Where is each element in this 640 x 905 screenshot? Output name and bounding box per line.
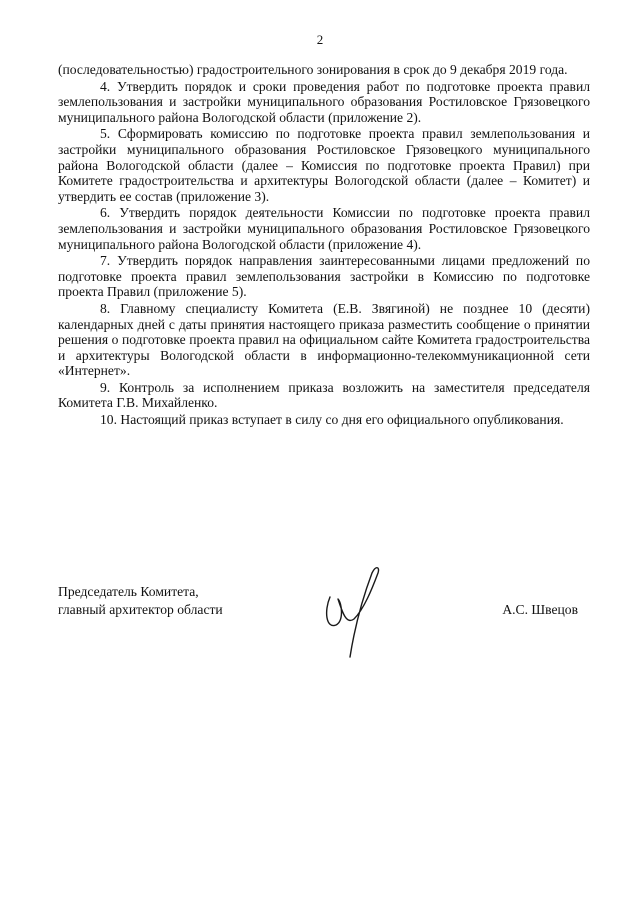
signature-block xyxy=(58,583,590,643)
document-body xyxy=(58,62,590,429)
paragraph-item-6: 6. Утвердить порядок деятельности Комиссии по подготовке проекта правил землепользования и застройки муниципального образования Ростиловское Грязовецкого муниципального района Вологодской области (приложение 4). xyxy=(58,205,590,252)
paragraph-item-9: 9. Контроль за исполнением приказа возложить на заместителя председателя Комитета Г.В. Михайленко. xyxy=(58,379,590,411)
page-number: 2 xyxy=(316,32,324,47)
handwritten-signature xyxy=(316,559,386,659)
paragraph-continuation: (последовательностью) градостроительного зонирования в срок до 9 декабря 2019 года. xyxy=(58,62,568,77)
signatory-position xyxy=(58,583,288,619)
signatory-position-line1: Председатель Комитета, xyxy=(58,584,199,599)
signatory-name: А.С. Швецов xyxy=(502,602,578,617)
paragraph-item-7: 7. Утвердить порядок направления заинтересованными лицами предложений по подготовке проекта правил землепользования застройки в Комиссию по подготовке проекта Правил (приложение 5). xyxy=(58,253,590,300)
signatory-position-line2: главный архитектор области xyxy=(58,602,223,617)
paragraph-item-8: 8. Главному специалисту Комитета (Е.В. Звягиной) не позднее 10 (десяти) календарных дней с даты принятия настоящего приказа разместить сообщение о принятии решения о подготовке проекта правил на официальном сайте Комитета градостроительства и архитектуры Вологодской области в информационно-телекоммуникационной сети «Интернет». xyxy=(58,300,590,379)
paragraph-item-5: 5. Сформировать комиссию по подготовке проекта правил землепользования и застройки муниципального образования Ростиловское Грязовецкого муниципального района Вологодской области (далее – Комиссия по подготовке проекта Правил) при Комитете градостроительства и архитектуры Вологодской области (далее – Комитет) и утвердить ее состав (приложение 3). xyxy=(58,126,590,204)
paragraph-item-10: 10. Настоящий приказ вступает в силу со дня его официального опубликования. xyxy=(100,412,564,428)
paragraph-item-4: 4. Утвердить порядок и сроки проведения работ по подготовке проекта правил землепользования и застройки муниципального образования Ростиловское Грязовецкого муниципального района Вологодской области (приложение 2). xyxy=(58,78,590,125)
